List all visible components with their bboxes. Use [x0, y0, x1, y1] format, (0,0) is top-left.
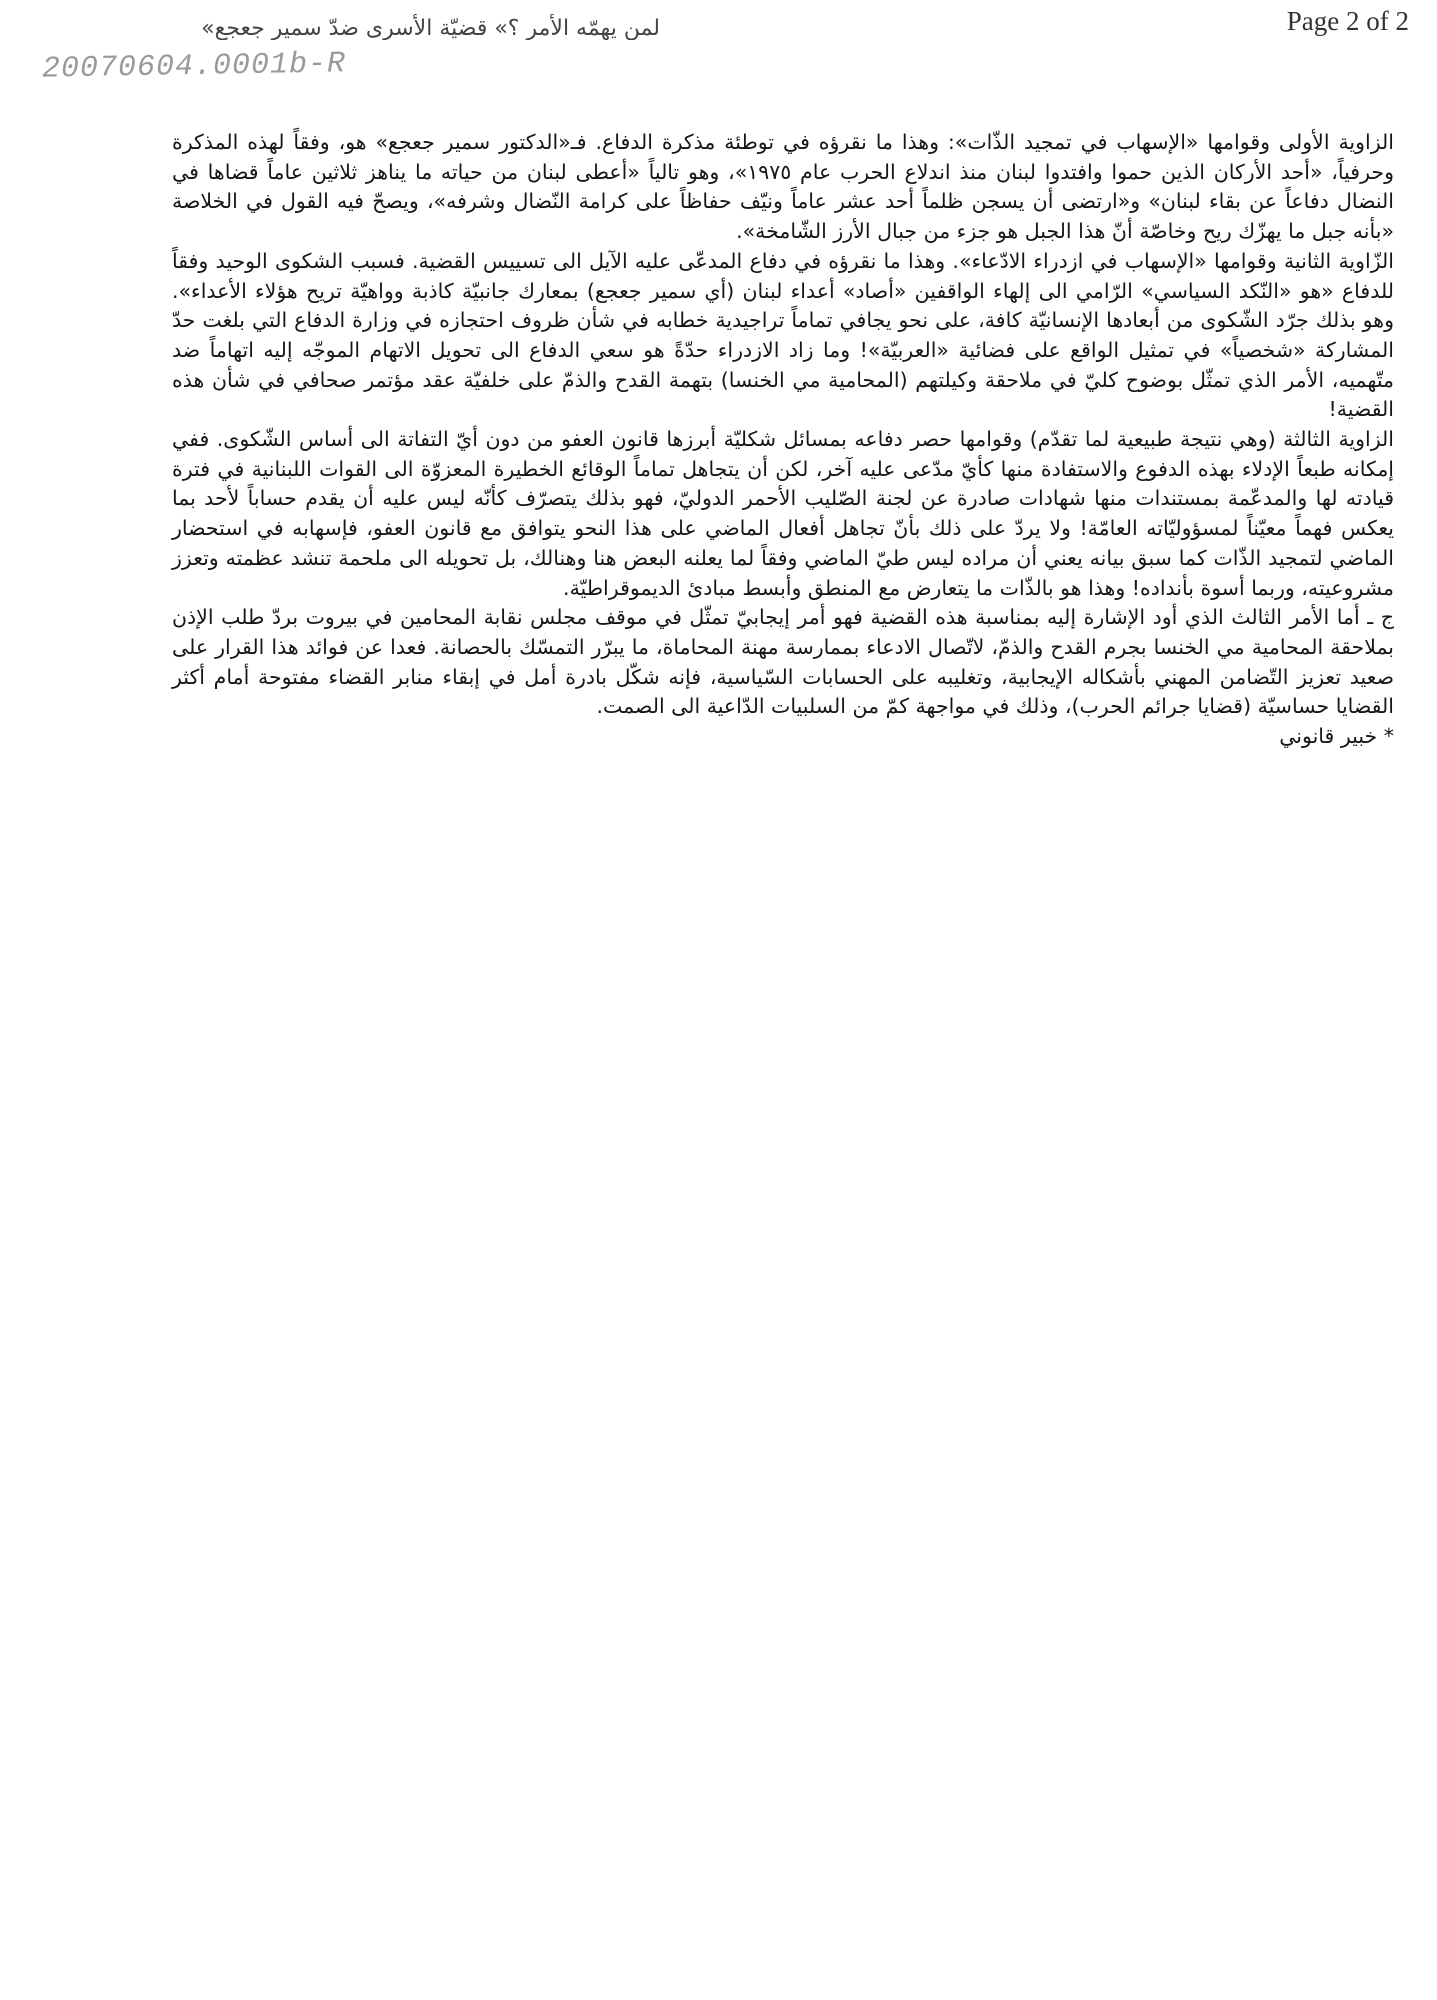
paragraph-first-angle: الزاوية الأولى وقوامها «الإسهاب في تمجيد الذّات»: وهذا ما نقرؤه في توطئة مذكرة الدفاع. فـ«الدكتور سمير جعجع» هو، وفقاً لهذه المذكرة وحرفياً، «أحد الأركان الذين حموا وافتدوا لبنان منذ اندلاع الحرب عام ١٩٧٥»، وهو تالياً «أعطى لبنان من حياته ما يناهز ثلاثين عاماً قضاها في النضال دفاعاً عن بقاء لبنان» و«ارتضى أن يسجن ظلماً أحد عشر عاماً ونيّف حفاظاً على كرامة النّضال وشرفه»، ويصحّ فيه القول في الخلاصة «بأنه جبل ما يهزّك ريح وخاصّة أنّ هذا الجبل هو جزء من جبال الأرز الشّامخة».: [172, 130, 1394, 244]
paragraph-third-matter: ج ـ أما الأمر الثالث الذي أود الإشارة إليه بمناسبة هذه القضية فهو أمر إيجابيّ تمثّل في موقف مجلس نقابة المحامين في بيروت بردّ طلب الإذن بملاحقة المحامية مي الخنسا بجرم القدح والذمّ، لاتّصال الادعاء بممارسة مهنة المحاماة، ما يبرّر التمسّك بالحصانة. فعدا عن فوائد هذا القرار على صعيد تعزيز التّضامن المهني بأشكاله الإيجابية، وتغليبه على الحسابات السّياسية، فإنه شكّل بادرة أمل في إبقاء منابر القضاء مفتوحة أمام أكثر القضايا حساسيّة (قضايا جرائم الحرب)، وذلك في مواجهة كمّ من السلبيات الدّاعية الى الصمت.: [172, 605, 1394, 719]
author-signature: * خبير قانوني: [1279, 724, 1394, 749]
running-header: [120, 10, 660, 40]
page-counter: Page 2 of 2: [1286, 6, 1409, 36]
archive-stamp-number: 20070604.0001b-R: [41, 47, 347, 87]
paragraph-second-angle: الزّاوية الثانية وقوامها «الإسهاب في ازدراء الادّعاء». وهذا ما نقرؤه في دفاع المدعّى عليه الآيل الى تسييس القضية. فسبب الشكوى الوحيد وفقاً للدفاع «هو «النّكد السياسي» الرّامي الى إلهاء الواقفين «أصاد» أعداء لبنان (أي سمير جعجع) بمعارك جانبيّة كاذبة وواهيّة تريح هؤلاء الأعداء». وهو بذلك جرّد الشّكوى من أبعادها الإنسانيّة كافة، على نحو يجافي تماماً تراجيدية خطابه في شأن ظروف احتجازه في وزارة الدفاع التي بلغت حدّ المشاركة «شخصياً» في تمثيل الواقع على فضائية «العربيّة»! وما زاد الازدراء حدّةً هو سعي الدفاع الى تحويل الاتهام الموجّه إليه اتهاماً ضد متّهميه، الأمر الذي تمثّل بوضوح كليّ في ملاحقة وكيلتهم (المحامية مي الخنسا) بتهمة القدح والذمّ على خلفيّة عقد مؤتمر صحافي في شأن هذه القضية!: [172, 248, 1394, 422]
article-body: [172, 128, 1394, 752]
paragraph-third-angle: الزاوية الثالثة (وهي نتيجة طبيعية لما تقدّم) وقوامها حصر دفاعه بمسائل شكليّة أبرزها قانون العفو من دون أيّ التفاتة الى أساس الشّكوى. ففي إمكانه طبعاً الإدلاء بهذه الدفوع والاستفادة منها كأيّ مدّعى عليه آخر، لكن أن يتجاهل تماماً الوقائع الخطيرة المعزوّة الى القوات اللبنانية في فترة قيادته لها والمدعّمة بمستندات منها شهادات صادرة عن لجنة الصّليب الأحمر الدوليّ، فهو بذلك يتصرّف كأنّه ليس عليه أن يقدم حساباً لأحد بما يعكس فهماً معيّناً لمسؤوليّاته العامّة! ولا يردّ على ذلك بأنّ تجاهل أفعال الماضي على هذا النحو يتوافق مع قانون العفو، فإسهابه في استحضار الماضي لتمجيد الذّات كما سبق بيانه يعني أن مراده ليس طيّ الماضي وفقاً لما يعلنه البعض هنا وهنالك، بل تحويله الى ملحمة تنشد عظمته وتعزز مشروعيته، وربما أسوة بأنداده! وهذا هو بالذّات ما يتعارض مع المنطق وأبسط مبادئ الديموقراطيّة.: [172, 427, 1394, 600]
running-header-title: لمن يهمّه الأمر ؟» قضيّة الأسرى ضدّ سمير جعجع»: [201, 16, 660, 40]
